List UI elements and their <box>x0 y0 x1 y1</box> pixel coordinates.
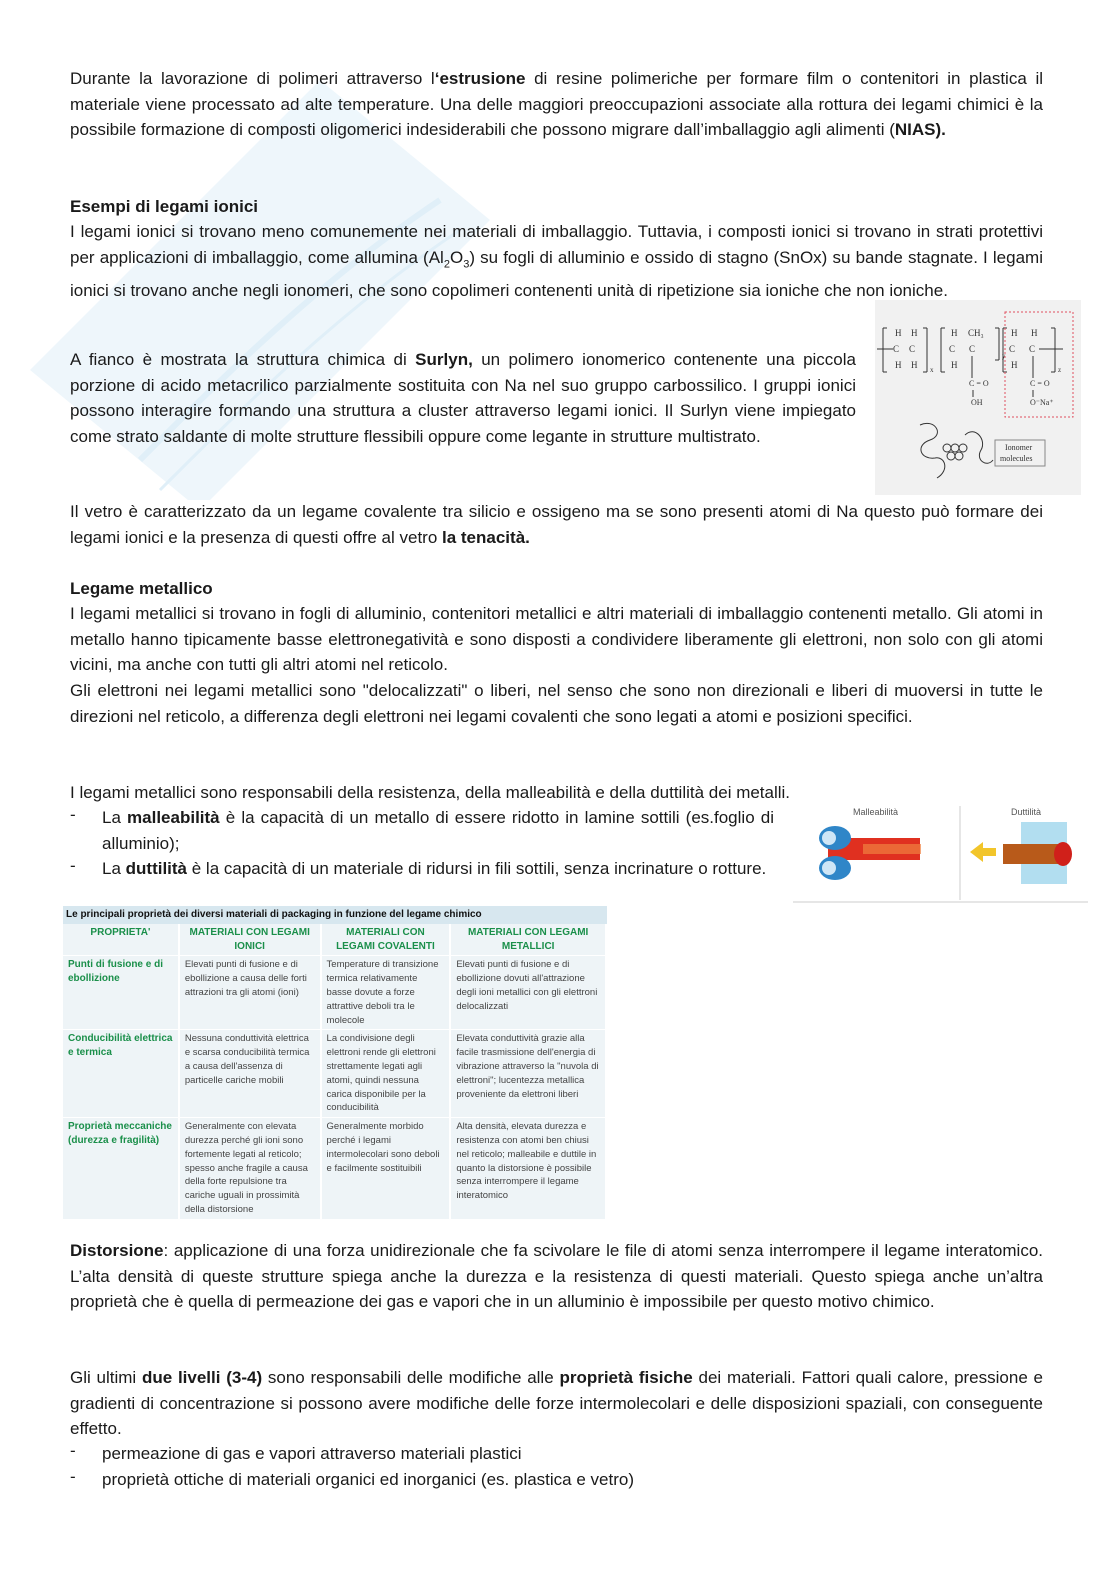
bullet-ductility: La duttilità è la capacità di un materiale di ridursi in fili sottili, senza incrinature o rotture. <box>102 859 767 878</box>
row-header-cell: Proprietà meccaniche (durezza e fragilità) <box>63 1118 179 1219</box>
svg-text:H: H <box>1011 360 1018 370</box>
svg-text:C = O: C = O <box>1030 379 1050 388</box>
intro-paragraph: Durante la lavorazione di polimeri attraverso l‘estrusione di resine polimeriche per formare film o contenitori in plastica il materiale viene processato ad alte temperature. Una delle maggiori preoccupazioni associate alla rottura dei legami chimici è la possibile formazione di composti oligomerici indesiderabili che possono migrare dall’imballaggio agli alimenti (NIAS). <box>70 69 1044 140</box>
table-cell: Elevati punti di fusione e di ebollizione a causa delle forti attrazioni tra gli atomi (ioni) <box>179 956 321 1030</box>
bullet-dash: - <box>70 1467 76 1486</box>
bullet-dash: - <box>70 856 76 875</box>
ionic-paragraph: I legami ionici si trovano meno comunemente nei materiali di imballaggio. Tuttavia, i composti ionici si trovano in strati protettivi per applicazioni di imballaggio, come allumina $(Al_2O_3)$ su fogli di alluminio e ossido di stagno (SnOx) su bande stagnate. I legami ionici si trovano anche negli ionomeri, che sono copolimeri contenenti unità di ripetizione sia ioniche che non ioniche. <box>70 222 1043 300</box>
svg-text:Ionomer: Ionomer <box>1005 443 1033 452</box>
properties-table <box>63 906 607 1219</box>
svg-text:H: H <box>1011 328 1018 338</box>
distortion-paragraph: Distorsione: applicazione di una forza unidirezionale che fa scivolare le file di atomi senza interrompere il legame interatomico. L’alta densità di queste strutture spiega anche la durezza e la resistenza di questi materiali. Questo spiega anche un’altra proprietà che è quella di permeazione dei gas e vapori che in un alluminio è impossibile per questo motivo chimico. <box>70 1241 1043 1312</box>
table-cell: Generalmente morbido perché i legami intermolecolari sono deboli e facilmente sostituibili <box>321 1118 451 1219</box>
bullet-dash: - <box>70 805 76 824</box>
table-cell: Generalmente con elevata durezza perché gli ioni sono fortemente legati al reticolo; spesso anche fragile a causa della forte repulsione tra cariche uguali in prossimità della distorsione <box>179 1118 321 1219</box>
row-header-cell: Conducibilità elettrica e termica <box>63 1030 179 1118</box>
svg-text:Duttilità: Duttilità <box>1011 807 1042 817</box>
table-caption: Le principali proprietà dei diversi materiali di packaging in funzione del legame chimico <box>63 906 607 924</box>
row-header-cell: Punti di fusione e di ebollizione <box>63 956 179 1030</box>
svg-text:H: H <box>911 360 918 370</box>
svg-text:C = O: C = O <box>969 379 989 388</box>
table-cell: Elevata conduttività grazie alla facile trasmissione dell'energia di vibrazione attraverso la "nuvola di elettroni"; lucentezza metallica proveniente da elettroni liberi <box>450 1030 606 1118</box>
svg-text:H: H <box>951 328 958 338</box>
metal-heading: Legame metallico <box>70 579 213 598</box>
svg-text:C: C <box>1029 344 1036 354</box>
surlyn-structure-figure <box>875 300 1081 495</box>
svg-text:O⁻Na⁺: O⁻Na⁺ <box>1030 398 1054 407</box>
table-cell: Elevati punti di fusione e di ebollizione dovuti all'attrazione degli ioni metallici con gli elettroni delocalizzati <box>450 956 606 1030</box>
bullet-permeation: permeazione di gas e vapori attraverso materiali plastici <box>102 1444 522 1463</box>
table-row <box>63 956 606 1030</box>
svg-text:C: C <box>949 344 956 354</box>
svg-text:Malleabilità: Malleabilità <box>853 807 899 817</box>
header-cell: PROPRIETA' <box>63 924 179 956</box>
svg-text:C: C <box>909 344 916 354</box>
bullet-optical: proprietà ottiche di materiali organici ed inorganici (es. plastica e vetro) <box>102 1470 634 1489</box>
table-cell: La condivisione degli elettroni rende gli elettroni strettamente legati agli atomi, quindi nessuna carica disponibile per la conducibilità <box>321 1030 451 1118</box>
svg-text:molecules: molecules <box>1000 454 1033 463</box>
malleability-ductility-figure <box>793 802 1088 904</box>
surlyn-paragraph: A fianco è mostrata la struttura chimica di Surlyn, un polimero ionomerico contenente una piccola porzione di acido metacrilico parzialmente sostituita con Na nel suo gruppo carbossilico. I gruppi ionici possono interagire formando una struttura a cluster attraverso legami ionici. Il Surlyn viene impiegato come strato saldante di molte strutture flessibili oppure come legante in strutture multistrato. <box>70 350 856 446</box>
svg-text:H: H <box>1031 328 1038 338</box>
svg-text:z: z <box>1058 366 1062 374</box>
bullet-malleability: La malleabilità è la capacità di un metallo di essere ridotto in lamine sottili (es.foglio di alluminio); <box>102 808 774 853</box>
metal-paragraph-2: Gli elettroni nei legami metallici sono "delocalizzati" o liberi, nel senso che sono non direzionali e liberi di muoversi in tutte le direzioni nel reticolo, a differenza degli elettroni nei legami covalenti che sono legati a atomi e posizioni specifici. <box>70 681 1043 726</box>
svg-text:C: C <box>893 344 900 354</box>
metal-paragraph-1: I legami metallici si trovano in fogli di alluminio, contenitori metallici e altri materiali di imballaggio contenenti metallo. Gli atomi in metallo hanno tipicamente basse elettronegatività e sono disposti a condividere liberamente gli elettroni, non solo con gli atomi vicini, ma anche con tutti gli altri atomi nel reticolo. <box>70 604 1043 675</box>
svg-text:C: C <box>1009 344 1016 354</box>
glass-paragraph: Il vetro è caratterizzato da un legame covalente tra silicio e ossigeno ma se sono presenti atomi di Na questo può formare dei legami ionici e la presenza di questi offre al vetro la tenacità. <box>70 502 1043 547</box>
table-header-row <box>63 924 606 956</box>
svg-text:C: C <box>969 344 976 354</box>
table-cell: Alta densità, elevata durezza e resistenza con atomi ben chiusi nel reticolo; malleabile e duttile in quanto la distorsione è possibile senza interrompere il legame interatomico <box>450 1118 606 1219</box>
table-cell: Nessuna conduttività elettrica e scarsa conducibilità termica a causa dell'assenza di particelle cariche mobili <box>179 1030 321 1118</box>
svg-text:CH₃: CH₃ <box>968 328 984 338</box>
svg-text:H: H <box>951 360 958 370</box>
svg-text:H: H <box>895 328 902 338</box>
svg-text:x: x <box>930 366 934 374</box>
bullet-dash: - <box>70 1441 76 1460</box>
header-cell: MATERIALI CON LEGAMI METALLICI <box>450 924 606 956</box>
table-row <box>63 1118 606 1219</box>
levels-paragraph: Gli ultimi due livelli (3-4) sono responsabili delle modifiche alle proprietà fisiche dei materiali. Fattori quali calore, pressione e gradienti di concentrazione si possono avere modifiche delle forze intermolecolari e delle disposizioni spaziali, con conseguente effetto. <box>70 1368 1043 1439</box>
svg-text:H: H <box>895 360 902 370</box>
table-row <box>63 1030 606 1118</box>
header-cell: MATERIALI CON LEGAMI IONICI <box>179 924 321 956</box>
header-cell: MATERIALI CON LEGAMI COVALENTI <box>321 924 451 956</box>
table-cell: Temperature di transizione termica relativamente basse dovute a forze attrattive deboli tra le molecole <box>321 956 451 1030</box>
svg-text:y: y <box>1002 352 1006 360</box>
metal-paragraph-3: I legami metallici sono responsabili della resistenza, della malleabilità e della duttilità dei metalli. <box>70 783 791 802</box>
svg-text:H: H <box>911 328 918 338</box>
ionic-heading: Esempi di legami ionici <box>70 197 258 216</box>
svg-text:OH: OH <box>971 398 983 407</box>
